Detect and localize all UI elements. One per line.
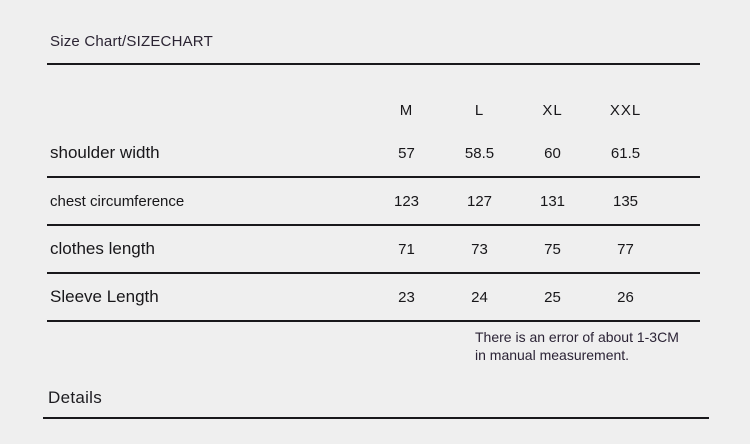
row-label: chest circumference (50, 192, 185, 210)
size-value: 26 (617, 288, 634, 306)
size-value: 135 (612, 192, 639, 210)
size-value: 131 (539, 192, 566, 210)
size-value: 60 (544, 144, 561, 162)
size-value: 127 (466, 192, 493, 210)
size-value: 77 (617, 240, 634, 258)
size-value: 123 (393, 192, 420, 210)
measurement-note-line-1: There is an error of about 1-3CM (475, 329, 679, 345)
measurement-note-line-2: in manual measurement. (475, 347, 630, 363)
size-value: 25 (544, 288, 561, 306)
size-row-sleeve-length (47, 274, 700, 322)
size-value: 75 (544, 240, 561, 258)
size-chart-table (47, 65, 700, 322)
size-value: 61.5 (610, 144, 641, 162)
size-value: 58.5 (464, 144, 495, 162)
size-value: 57 (398, 144, 415, 162)
size-value: 23 (398, 288, 415, 306)
size-row-clothes-length (47, 226, 700, 274)
details-divider (43, 417, 709, 419)
size-chart-title: Size Chart/SIZECHART (50, 33, 213, 50)
size-column-xxl: XXL (609, 102, 642, 119)
measurement-note (475, 328, 679, 364)
size-value: 24 (471, 288, 488, 306)
size-column-m: M (399, 102, 414, 119)
size-row-chest-circumference (47, 178, 700, 226)
row-label: clothes length (50, 239, 155, 258)
row-label: Sleeve Length (50, 287, 159, 306)
size-value: 71 (398, 240, 415, 258)
size-column-xl: XL (542, 102, 563, 119)
size-table-header-row (47, 65, 700, 130)
row-label: shoulder width (50, 143, 160, 162)
size-row-shoulder-width (47, 130, 700, 178)
details-section-title: Details (48, 388, 103, 407)
size-column-l: L (474, 102, 485, 119)
size-value: 73 (471, 240, 488, 258)
